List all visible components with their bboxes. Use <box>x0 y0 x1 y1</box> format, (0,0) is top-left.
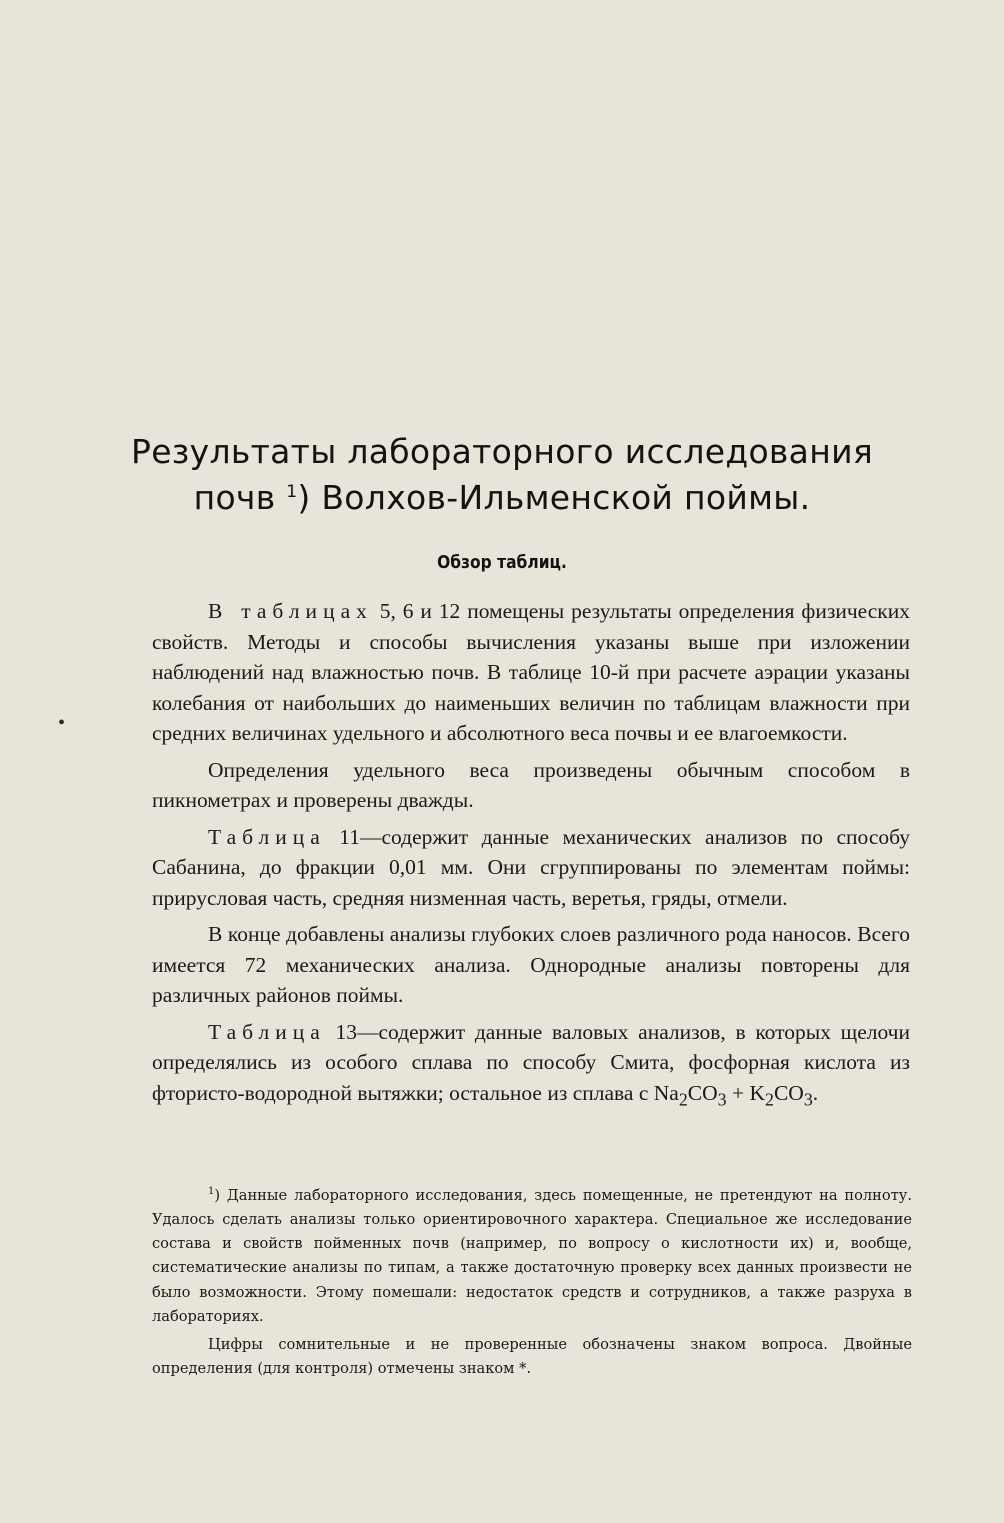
paragraph-5 <box>152 1017 910 1115</box>
footnote-marker: 1 <box>208 1186 215 1197</box>
footnote-text: ) Данные лабораторного исследования, здесь помещенные, не претендуют на полноту. Удалось сделать анализы только ориентировочного характера. Специальное же исследование состава и свойств пойменных почв (например, по вопросу о кислотности их) и, вообще, систематические анализы по типам, а также достаточную проверку всех данных произвести не было возможности. Этому помешали: недостаток средств и сотрудников, а также разруха в лабораториях. <box>152 1186 912 1325</box>
spaced-lead: Таблица <box>208 1019 326 1044</box>
footnote-text: Цифры сомнительные и не проверенные обозначены знаком вопроса. Двойные определения (для контроля) отмечены знаком *. <box>152 1336 912 1378</box>
section-subtitle: Обзор таблиц. <box>437 552 567 573</box>
paragraph-4 <box>152 919 910 1011</box>
spaced-lead: В таблицах <box>208 599 373 623</box>
heading-rest: ) Волхов-Ильменской поймы. <box>297 478 811 517</box>
paragraph-text: 5, 6 и 12 помещены результаты определения физических свойств. Методы и способы вычисления указаны выше при изложении наблюдений над влажностью почв. В таблице 10-й при расчете аэрации указаны колебания от наибольших до наименьших величин по таблицам влажности при средних величинах удельного и абсолютного веса почвы и ее влагоемкости. <box>152 599 910 745</box>
body-text <box>152 596 910 1120</box>
paragraph-1 <box>152 596 910 749</box>
footnote-ref: 1 <box>286 482 298 502</box>
heading-word: почв <box>193 478 276 517</box>
heading-line-2 <box>0 478 1004 517</box>
paragraph-2 <box>152 755 910 816</box>
paragraph-text: 11—содержит данные механических анализов по способу Сабанина, до фракции 0,01 мм. Они сгруппированы по элементам поймы: прирусловая часть, средняя низменная часть, веретья, гряды, отмели. <box>152 824 910 910</box>
paragraph-text: В конце добавлены анализы глубоких слоев различного рода наносов. Всего имеется 72 механических анализа. Однородные анализы повторены для различных районов поймы. <box>152 922 910 1007</box>
footnote-2 <box>152 1333 912 1381</box>
margin-dot: • <box>58 712 66 734</box>
paragraph-text: 13—содержит данные валовых анализов, в которых щелочи определялись из особого сплава по способу Смита, фосфорная кислота из фтористо-водородной вытяжки; остальное из сплава с <box>152 1019 910 1105</box>
footnote-1 <box>152 1180 912 1329</box>
spaced-lead: Таблица <box>208 824 326 849</box>
paragraph-text: Определения удельного веса произведены обычным способом в пикнометрах и проверены дважды. <box>152 757 910 812</box>
heading-line-1: Результаты лабораторного исследования <box>131 432 873 471</box>
chemical-formula: $Na_2CO_3 + K_2CO_3$. <box>653 1080 819 1109</box>
paragraph-3 <box>152 822 910 914</box>
footnotes <box>152 1180 912 1385</box>
